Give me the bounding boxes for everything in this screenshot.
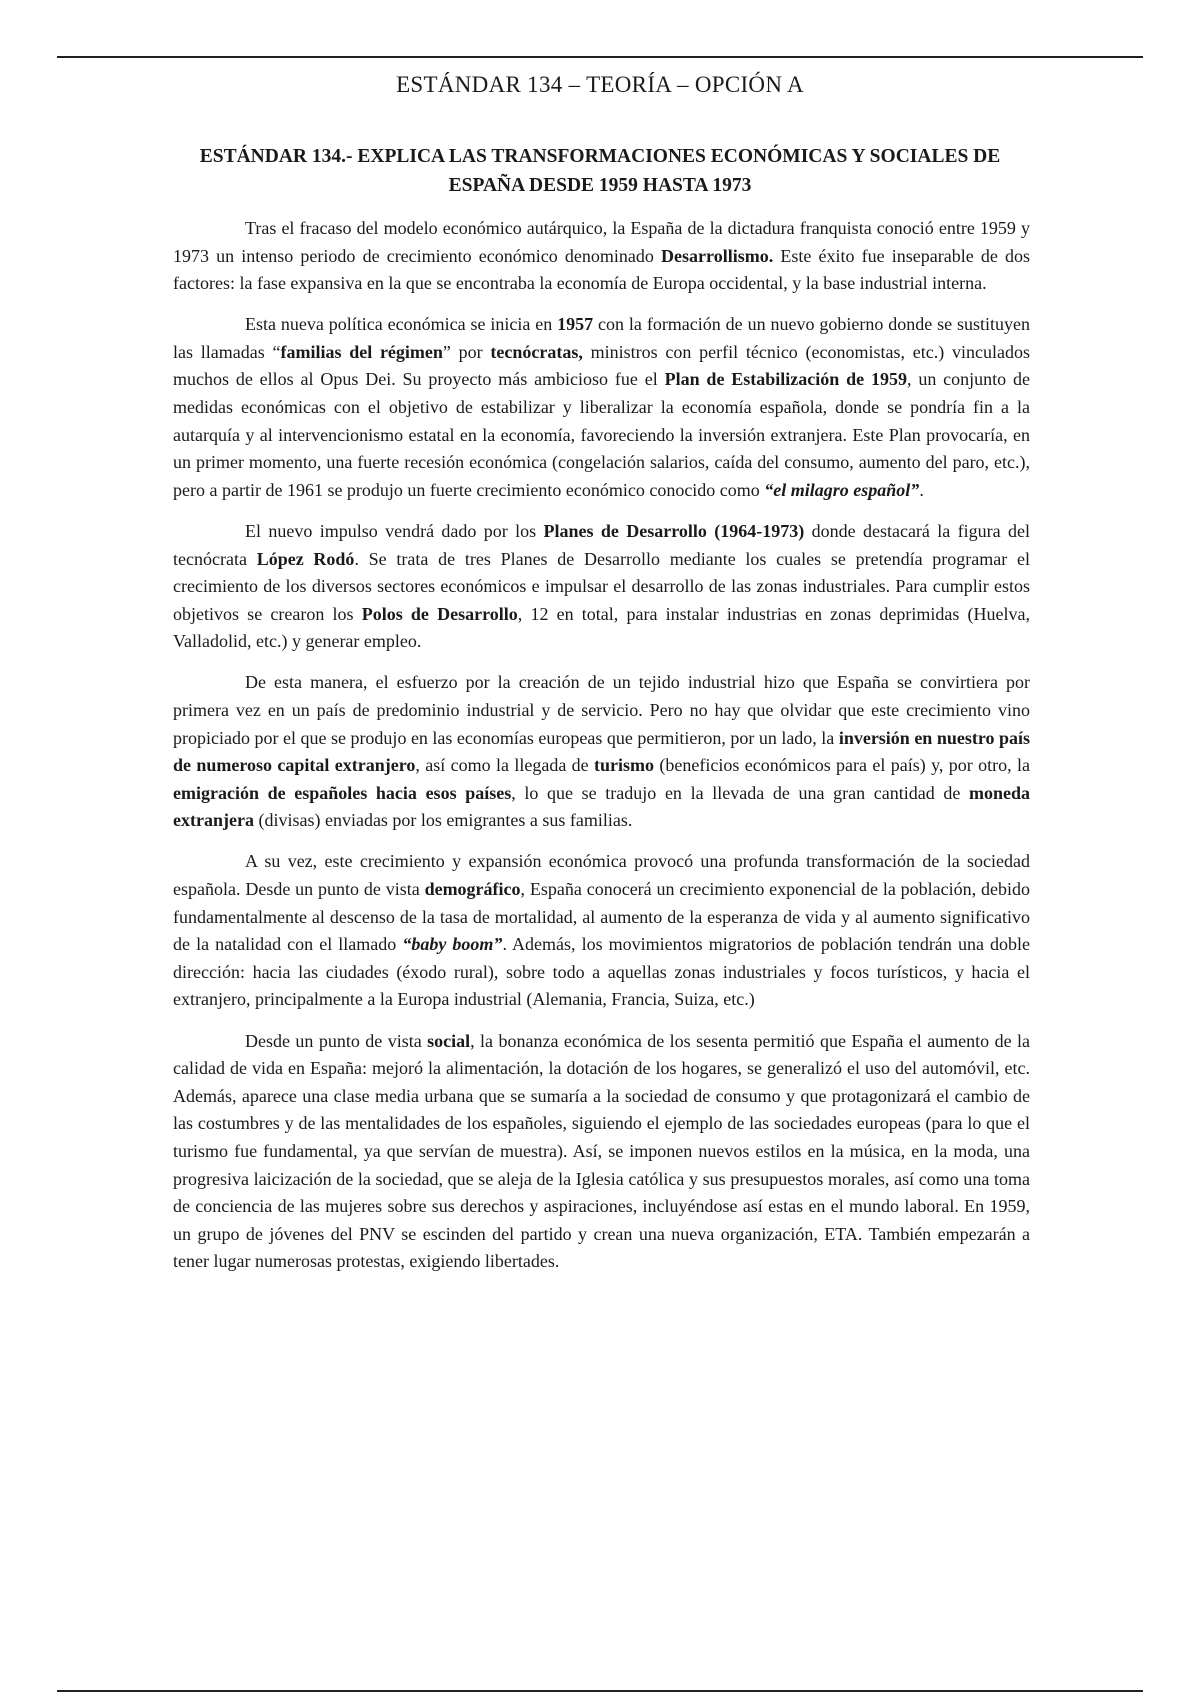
emphasis-text: moneda extranjera — [173, 782, 1030, 831]
emphasis-text: Planes de Desarrollo (1964-1973) — [543, 520, 805, 541]
emphasis-text: Polos de Desarrollo — [361, 603, 518, 624]
text-run: , la bonanza económica de los sesenta permitió que España el aumento de la calidad de vida en España: mejoró la alimentación, la dotación de los hogares, se generalizó el uso del automóvil, etc. Además, aparece una clase media urbana que se sumaría a la sociedad de consumo y que protagonizará el cambio de las costumbres y de las mentalidades de los españoles, siguiendo el ejemplo de las sociedades europeas (para lo que el turismo fue fundamental, ya que servían de muestra). Así, se imponen nuevos estilos en la música, en la moda, una progresiva laicización de la sociedad, que se aleja de la Iglesia católica y sus presupuestos morales, así como una toma de conciencia de las mujeres sobre sus derechos y aspiraciones, incluyéndose así estas en el mundo laboral. En 1959, un grupo de jóvenes del PNV se escinden del partido y crean una nueva organización, ETA. También empezarán a tener lugar numerosas protestas, exigiendo libertades. — [173, 1030, 1031, 1272]
paragraph-3 — [173, 518, 1030, 656]
text-run: Desde un punto de vista — [245, 1030, 428, 1051]
paragraph-5 — [173, 848, 1030, 1014]
text-run: De esta manera, el esfuerzo por la creación de un tejido industrial hizo que España se convirtiera por primera vez en un país de predominio industrial y de servicio. Pero no hay que olvidar que este crecimiento vino propiciado por el que se produjo en las economías europeas que permitieron, por un lado, la — [173, 672, 1030, 748]
emphasis-text: social — [427, 1030, 471, 1051]
text-run: Este éxito fue inseparable de dos factores: la fase expansiva en la que se encontraba la economía de Europa occidental, y la base industrial interna. — [173, 245, 1030, 294]
text-run: , 12 en total, para instalar industrias en zonas deprimidas (Huelva, Valladolid, etc.) y generar empleo. — [173, 603, 1031, 652]
text-run: , España conocerá un crecimiento exponencial de la población, debido fundamentalmente al descenso de la tasa de mortalidad, al aumento de la esperanza de vida y al aumento significativo de la natalidad con el llamado — [173, 879, 1030, 955]
text-run: ” por — [442, 341, 491, 362]
text-run: con la formación de un nuevo gobierno donde se sustituyen las llamadas “ — [173, 314, 1031, 362]
text-run: A su vez, este crecimiento y expansión económica provocó una profunda transformación de la sociedad española. Desde un punto de vista — [173, 851, 1030, 900]
text-run: . Además, los movimientos migratorios de población tendrán una doble dirección: hacia las ciudades (éxodo rural), sobre todo a aquellas zonas industriales y focos turísticos, y hacia el extranjero, principalmente a la Europa industrial (Alemania, Francia, Suiza, etc.) — [173, 934, 1031, 1010]
text-run: ministros con perfil técnico (economistas, etc.) vinculados muchos de ellos al Opus Dei. Su proyecto más ambicioso fue el — [173, 341, 1030, 390]
emphasis-text: inversión en nuestro país de numeroso capital extranjero — [173, 727, 1031, 776]
emphasis-text: tecnócratas, — [490, 341, 583, 362]
text-run: donde destacará la figura del tecnócrata — [173, 520, 1030, 569]
text-run: Esta nueva política económica se inicia en — [245, 314, 558, 335]
emphasis-text: familias del régimen — [280, 341, 443, 362]
emphasis-text: Desarrollismo. — [661, 245, 774, 266]
top-rule — [57, 56, 1143, 58]
emphasis-text: turismo — [594, 755, 655, 776]
paragraph-6 — [173, 1028, 1030, 1276]
paragraph-1 — [173, 215, 1030, 298]
text-run: , un conjunto de medidas económicas con el objetivo de estabilizar y liberalizar la economía española, donde se pondría fin a la autarquía y al intervencionismo estatal en la economía, favoreciendo la inversión extranjera. Este Plan provocaría, en un primer momento, una fuerte recesión económica (congelación salarios, caída del consumo, aumento del paro, etc.), pero a partir de 1961 se produjo un fuerte crecimiento económico conocido como — [173, 369, 1031, 500]
paragraph-2 — [173, 311, 1030, 504]
text-run: . — [919, 479, 924, 500]
document-title: ESTÁNDAR 134.- EXPLICA LAS TRANSFORMACIONES ECONÓMICAS Y SOCIALES DE ESPAÑA DESDE 1959 HASTA 1973 — [199, 146, 1001, 196]
text-run: El nuevo impulso vendrá dado por los — [245, 520, 544, 541]
emphasis-text: emigración de españoles hacia esos países — [173, 782, 512, 803]
text-run: . Se trata de tres Planes de Desarrollo mediante los cuales se pretendía programar el crecimiento de los diversos sectores económicos e impulsar el desarrollo de las zonas industriales. Para cumplir estos objetivos se crearon los — [173, 548, 1030, 624]
page-header: ESTÁNDAR 134 – TEORÍA – OPCIÓN A — [396, 72, 804, 97]
document-body — [173, 215, 1030, 1289]
bottom-rule — [57, 1690, 1143, 1692]
paragraph-4 — [173, 669, 1030, 835]
text-run: , así como la llegada de — [415, 755, 595, 776]
text-run: Tras el fracaso del modelo económico autárquico, la España de la dictadura franquista conoció entre 1959 y 1973 un intenso periodo de crecimiento económico denominado — [173, 218, 1030, 266]
emphasis-text: “el milagro español” — [764, 479, 920, 500]
emphasis-text: López Rodó — [256, 548, 355, 569]
text-run: (beneficios económicos para el país) y, por otro, la — [654, 755, 1031, 776]
emphasis-text: “baby boom” — [402, 934, 503, 955]
text-run: (divisas) enviadas por los emigrantes a sus familias. — [253, 810, 633, 831]
emphasis-text: Plan de Estabilización de 1959 — [664, 369, 907, 390]
emphasis-text: demográfico — [424, 879, 521, 900]
emphasis-text: 1957 — [557, 314, 594, 335]
text-run: , lo que se tradujo en la llevada de una gran cantidad de — [511, 782, 969, 803]
